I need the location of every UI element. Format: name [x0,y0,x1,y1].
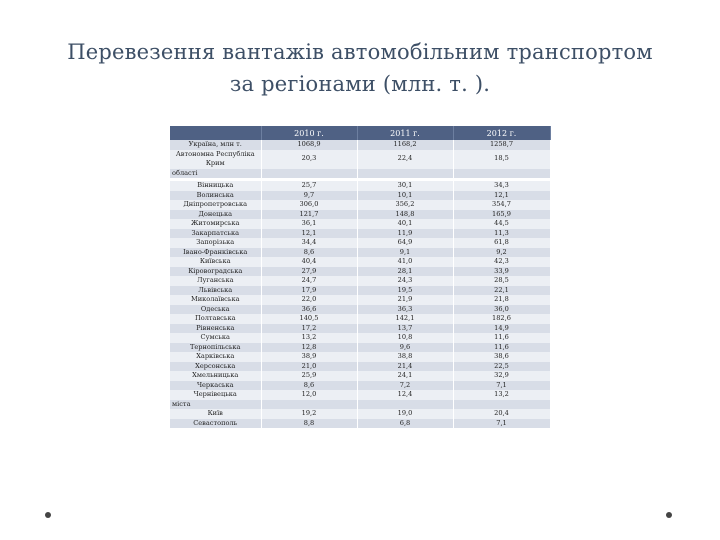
table-row [170,362,550,372]
value-2010-cell: 36,1 [261,219,357,229]
table-row [170,314,550,324]
value-2011-cell: 9,6 [357,343,453,353]
value-2011-cell: 38,8 [357,352,453,362]
region-name-cell: Україна, млн т. [170,140,261,150]
table-row [170,286,550,296]
table-row [170,276,550,286]
value-2011-cell: 40,1 [357,219,453,229]
value-2012-cell: 14,9 [453,324,550,334]
value-2010-cell: 8,6 [261,381,357,391]
value-2010-cell: 24,7 [261,276,357,286]
region-name-cell: Закарпатська [170,229,261,239]
region-name-cell: Житомирська [170,219,261,229]
region-name-cell: Тернопільська [170,343,261,353]
table-group-row [170,400,550,410]
value-2011-cell: 22,4 [357,150,453,169]
value-2011-cell: 41,0 [357,257,453,267]
region-name-cell: Львівська [170,286,261,296]
header-cell-2011: 2011 г. [357,126,453,140]
region-name-cell: Херсонська [170,362,261,372]
table-row [170,210,550,220]
value-2010-cell: 34,4 [261,238,357,248]
value-2012-cell: 354,7 [453,200,550,210]
value-2011-cell: 148,8 [357,210,453,220]
region-name-cell: Київ [170,409,261,419]
table-row [170,140,550,150]
value-2012-cell: 28,5 [453,276,550,286]
value-2012-cell: 7,1 [453,419,550,429]
group-label-regions: області [170,169,261,179]
region-name-cell: Вінницька [170,181,261,191]
slide-title [0,36,720,100]
header-cell-2012: 2012 г. [453,126,550,140]
value-2012-cell: 18,5 [453,150,550,169]
value-2012-cell: 32,9 [453,371,550,381]
slide-corner-dot-left [45,512,51,518]
region-name-cell: Харківська [170,352,261,362]
value-2010-cell: 12,1 [261,229,357,239]
empty-cell [357,400,453,410]
value-2011-cell: 356,2 [357,200,453,210]
value-2012-cell: 11,6 [453,333,550,343]
value-2011-cell: 28,1 [357,267,453,277]
value-2012-cell: 182,6 [453,314,550,324]
value-2012-cell: 22,1 [453,286,550,296]
value-2011-cell: 30,1 [357,181,453,191]
table-row [170,371,550,381]
region-name-cell: Луганська [170,276,261,286]
value-2012-cell: 34,3 [453,181,550,191]
value-2010-cell: 12,0 [261,390,357,400]
table-row [170,200,550,210]
slide-corner-dot-right [666,512,672,518]
value-2012-cell: 12,1 [453,191,550,201]
table-row [170,229,550,239]
value-2010-cell: 306,0 [261,200,357,210]
region-name-cell: Автономна Республіка Крим [170,150,261,169]
value-2011-cell: 24,1 [357,371,453,381]
value-2011-cell: 19,0 [357,409,453,419]
value-2010-cell: 19,2 [261,409,357,419]
value-2010-cell: 9,7 [261,191,357,201]
table-row [170,381,550,391]
value-2010-cell: 13,2 [261,333,357,343]
group-label-cities: міста [170,400,261,410]
value-2012-cell: 11,3 [453,229,550,239]
value-2010-cell: 20,3 [261,150,357,169]
table-row [170,219,550,229]
region-name-cell: Донецька [170,210,261,220]
value-2011-cell: 10,1 [357,191,453,201]
table-row [170,352,550,362]
value-2012-cell: 165,9 [453,210,550,220]
value-2012-cell: 22,5 [453,362,550,372]
value-2012-cell: 1258,7 [453,140,550,150]
table-row [170,267,550,277]
empty-cell [261,169,357,179]
table-row [170,150,550,169]
value-2010-cell: 36,6 [261,305,357,315]
table-row [170,324,550,334]
value-2011-cell: 13,7 [357,324,453,334]
value-2010-cell: 22,0 [261,295,357,305]
value-2010-cell: 8,6 [261,248,357,258]
value-2010-cell: 1068,9 [261,140,357,150]
region-name-cell: Кіровоградська [170,267,261,277]
table-row [170,295,550,305]
slide-title-line-2: за регіонами (млн. т. ). [229,72,491,96]
value-2012-cell: 20,4 [453,409,550,419]
header-cell-region [170,126,261,140]
value-2012-cell: 38,6 [453,352,550,362]
region-name-cell: Сумська [170,333,261,343]
value-2011-cell: 12,4 [357,390,453,400]
table-group-row [170,169,550,179]
region-name-cell: Черкаська [170,381,261,391]
table-row [170,343,550,353]
region-name-cell: Хмельницька [170,371,261,381]
empty-cell [453,400,550,410]
value-2011-cell: 142,1 [357,314,453,324]
table-row [170,305,550,315]
region-name-cell: Миколаївська [170,295,261,305]
region-name-cell: Рівненська [170,324,261,334]
value-2011-cell: 6,8 [357,419,453,429]
empty-cell [453,169,550,179]
value-2011-cell: 1168,2 [357,140,453,150]
header-cell-2010: 2010 г. [261,126,357,140]
table-row [170,390,550,400]
region-name-cell: Волинська [170,191,261,201]
value-2012-cell: 13,2 [453,390,550,400]
table-row [170,257,550,267]
value-2012-cell: 33,9 [453,267,550,277]
value-2011-cell: 64,9 [357,238,453,248]
value-2011-cell: 21,9 [357,295,453,305]
value-2012-cell: 36,0 [453,305,550,315]
region-name-cell: Одеська [170,305,261,315]
table-row [170,333,550,343]
value-2010-cell: 8,8 [261,419,357,429]
value-2012-cell: 61,8 [453,238,550,248]
table-row [170,238,550,248]
value-2010-cell: 40,4 [261,257,357,267]
value-2011-cell: 24,3 [357,276,453,286]
value-2011-cell: 36,3 [357,305,453,315]
value-2011-cell: 7,2 [357,381,453,391]
table-row [170,191,550,201]
value-2010-cell: 38,9 [261,352,357,362]
value-2010-cell: 25,9 [261,371,357,381]
freight-by-region-table [170,126,551,428]
value-2010-cell: 21,0 [261,362,357,372]
empty-cell [261,400,357,410]
region-name-cell: Полтавська [170,314,261,324]
region-name-cell: Івано-Франківська [170,248,261,258]
value-2010-cell: 25,7 [261,181,357,191]
value-2012-cell: 7,1 [453,381,550,391]
value-2011-cell: 10,8 [357,333,453,343]
region-name-cell: Дніпропетровська [170,200,261,210]
region-name-cell: Запорізька [170,238,261,248]
value-2010-cell: 140,5 [261,314,357,324]
table-row [170,248,550,258]
region-name-cell: Чернівецька [170,390,261,400]
table-row [170,419,550,429]
value-2010-cell: 27,9 [261,267,357,277]
value-2011-cell: 19,5 [357,286,453,296]
value-2012-cell: 9,2 [453,248,550,258]
value-2012-cell: 44,5 [453,219,550,229]
value-2010-cell: 17,9 [261,286,357,296]
value-2010-cell: 12,8 [261,343,357,353]
table-row [170,181,550,191]
value-2012-cell: 11,6 [453,343,550,353]
value-2012-cell: 21,8 [453,295,550,305]
value-2012-cell: 42,3 [453,257,550,267]
value-2010-cell: 121,7 [261,210,357,220]
table-header-row [170,126,550,140]
value-2011-cell: 21,4 [357,362,453,372]
value-2010-cell: 17,2 [261,324,357,334]
value-2011-cell: 11,9 [357,229,453,239]
value-2011-cell: 9,1 [357,248,453,258]
region-name-cell: Севастополь [170,419,261,429]
empty-cell [357,169,453,179]
slide-title-line-1: Перевезення вантажів автомобільним транспортом [67,40,653,64]
region-name-cell: Київська [170,257,261,267]
table-row [170,409,550,419]
